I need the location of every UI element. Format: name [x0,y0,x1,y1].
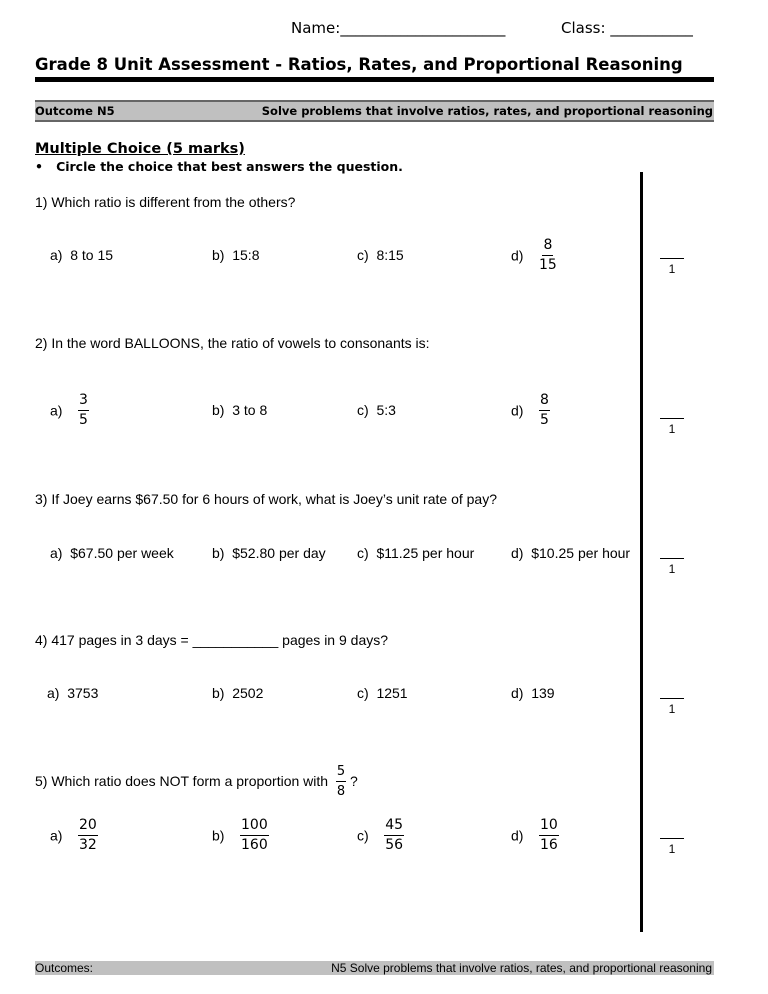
text-span: b) [212,827,225,844]
choice-b[interactable] [212,545,326,561]
text-span: d) [511,402,524,419]
choice-fraction [78,817,98,854]
choice-b[interactable] [212,685,263,701]
choice-fraction [539,237,557,274]
choice-fraction [240,817,269,854]
instruction: • Circle the choice that best answers the question. [35,159,403,174]
text-span: 8:15 [376,247,404,263]
choice-b[interactable] [212,247,259,263]
question-text [35,632,388,648]
choice-a[interactable] [50,392,89,429]
text-span: 3 [78,392,89,411]
text-span: b) [212,545,225,561]
text-span: ? [350,773,358,789]
text-span: 1251 [376,685,408,701]
text-span: c) [357,685,369,701]
text-span: 1 [668,702,676,716]
text-span: 56 [385,837,404,853]
text-span: 10 [539,817,559,836]
outcome-code: Outcome N5 [35,104,115,118]
text-span: 1 [668,842,676,856]
score-blank[interactable] [660,698,684,699]
choice-b[interactable] [212,817,269,854]
choice-a[interactable] [47,685,98,701]
text-span: $11.25 per hour [376,545,475,561]
choice-a[interactable] [50,545,174,561]
title-rule [35,77,714,82]
text-span: d) [511,545,524,561]
section-heading: Multiple Choice (5 marks) [35,141,245,157]
choice-c[interactable] [357,247,404,263]
score-blank[interactable] [660,258,684,259]
choice-a[interactable] [50,247,113,263]
text-span: 45 [384,817,404,836]
marks-column-divider [640,172,643,932]
question-text: 2) In the word BALLOONS, the ratio of vowels to consonants is: [35,335,430,351]
text-span: 5) Which ratio does NOT form a proportion with [35,773,329,789]
text-span: 2502 [232,685,264,701]
text-span: 8 [539,392,550,411]
text-span: 5 [540,412,549,428]
text-span: 32 [79,837,97,853]
choice-d[interactable] [511,817,559,854]
choice-c[interactable] [357,685,408,701]
score-blank[interactable] [660,838,684,839]
text-span: d) [511,827,524,844]
choice-c[interactable] [357,402,396,418]
marks-score[interactable] [660,698,684,716]
text-span: 15 [539,257,557,273]
choice-c[interactable] [357,817,404,854]
footer-outcome: N5 Solve problems that involve ratios, rates, and proportional reasoning [331,961,712,975]
choice-fraction [78,392,89,429]
text-span: 8 [542,237,553,256]
text-span: 8 to 15 [70,247,114,263]
text-span: 100 [240,817,269,836]
page-title: Grade 8 Unit Assessment - Ratios, Rates, and Proportional Reasoning [35,55,683,74]
choice-b[interactable] [212,402,267,418]
text-span: 1 [668,562,676,576]
marks-score[interactable] [660,558,684,576]
text-span: d) [511,247,524,264]
text-span: 160 [241,837,268,853]
choice-fraction [539,392,550,429]
text-span: b) [212,402,225,418]
text-span: 3 to 8 [232,402,268,418]
choice-c[interactable] [357,545,474,561]
outcome-bar [35,100,714,122]
text-span: $67.50 per week [70,545,174,561]
text-span: 4) 417 pages in 3 days = [35,632,193,648]
text-span: 8 [336,784,346,799]
choice-fraction [384,817,404,854]
marks-score[interactable] [660,838,684,856]
text-span: d) [511,685,524,701]
text-span: a) [50,827,63,844]
marks-score[interactable] [660,258,684,276]
choice-d[interactable] [511,237,557,274]
text-span: 1 [668,262,676,276]
reference-fraction [336,763,346,800]
text-span: c) [357,545,369,561]
question-text: 1) Which ratio is different from the others? [35,194,296,210]
footer-label: Outcomes: [35,961,94,975]
text-span: 15:8 [232,247,260,263]
text-span: a) [50,545,63,561]
text-span: b) [212,247,225,263]
question-text: 3) If Joey earns $67.50 for 6 hours of work, what is Joey’s unit rate of pay? [35,491,497,507]
name-field[interactable]: Name:______________________ [291,19,506,37]
text-span: pages in 9 days? [278,632,389,648]
score-blank[interactable] [660,418,684,419]
footer-bar [35,961,714,975]
text-span: 16 [540,837,558,853]
class-field[interactable]: Class: ___________ [561,19,693,37]
choice-fraction [539,817,559,854]
choice-d[interactable] [511,545,630,561]
text-span: 20 [78,817,98,836]
choice-d[interactable] [511,392,550,429]
text-span: c) [357,827,369,844]
text-span: $52.80 per day [232,545,326,561]
text-span: c) [357,402,369,418]
text-span: a) [50,402,63,419]
question-text [35,763,358,800]
text-span: 3753 [67,685,99,701]
marks-score[interactable] [660,418,684,436]
text-span: 139 [531,685,555,701]
text-span: 5:3 [376,402,396,418]
answer-blank[interactable]: ___________ [192,632,279,648]
text-span: 1 [668,422,676,436]
choice-d[interactable] [511,685,555,701]
choice-a[interactable] [50,817,98,854]
text-span: 5 [79,412,88,428]
text-span: $10.25 per hour [531,545,631,561]
text-span: 5 [336,763,346,782]
outcome-description: Solve problems that involve ratios, rates, and proportional reasoning [261,104,713,118]
text-span: a) [50,247,63,263]
text-span: b) [212,685,225,701]
score-blank[interactable] [660,558,684,559]
text-span: c) [357,247,369,263]
text-span: a) [47,685,60,701]
